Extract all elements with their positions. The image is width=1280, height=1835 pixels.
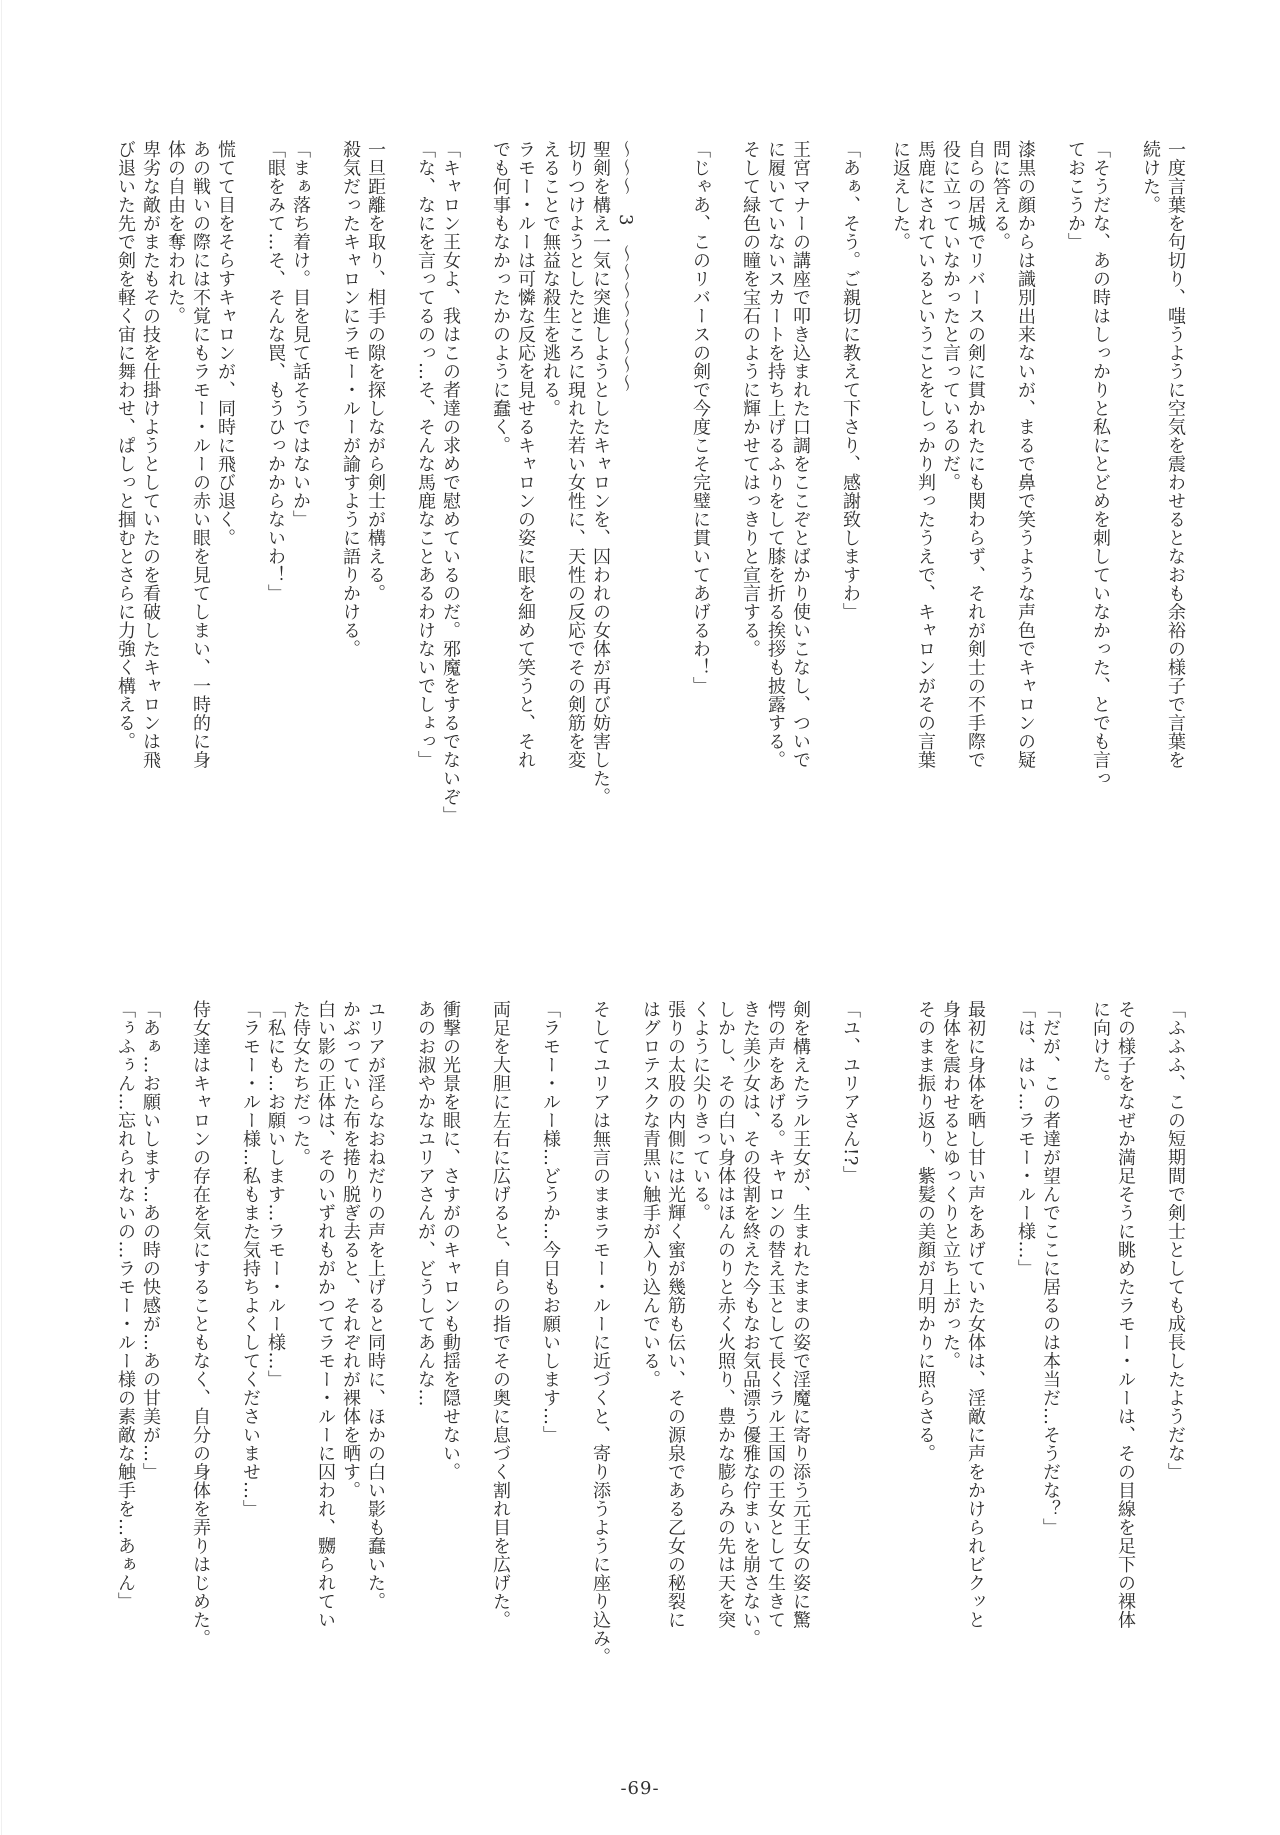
text-line: くように尖りきっている。 xyxy=(690,1000,711,1222)
text-line: えることで無益な殺生を逃れる。 xyxy=(540,140,561,418)
text-line: 一度言葉を句切り、嗤うように空気を震わせるとなおも余裕の様子で言葉を xyxy=(1165,140,1186,769)
text-line xyxy=(988,1000,1013,1690)
text-line: 漆黒の顔からは識別出来ないが、まるで鼻で笑うような声色でキャロンの疑 xyxy=(1015,140,1036,769)
text-line xyxy=(238,140,263,830)
text-line xyxy=(1038,140,1063,830)
page-number: -69- xyxy=(620,1778,660,1799)
text-line xyxy=(813,140,838,830)
text-line: 一旦距離を取り、相手の隙を探しながら剣士が構える。 xyxy=(365,140,386,603)
text-line: に返えした。 xyxy=(890,140,911,251)
text-line xyxy=(1113,140,1138,830)
text-line: 殺気だったキャロンにラモー・ルーが諭すように語りかける。 xyxy=(340,140,361,658)
text-line: び退いた先で剣を軽く宙に舞わせ、ぱしっと掴むとさらに力強く構える。 xyxy=(115,140,136,751)
text-line: かぶっていた布を捲り脱ぎ去ると、それぞれが裸体を晒す。 xyxy=(340,1000,361,1500)
text-line: ておこうか」 xyxy=(1065,140,1086,251)
text-line xyxy=(863,1000,888,1690)
text-line: はグロテスクな青黒い触手が入り込んでいる。 xyxy=(640,1000,661,1389)
text-line: あの戦いの際には不覚にもラモー・ルーの赤い眼を見てしまい、一時的に身 xyxy=(190,140,211,769)
text-line: そのまま振り返り、紫髪の美顔が月明かりに照らさる。 xyxy=(915,1000,936,1463)
text-line: 「私にも…お願いします…ラモー・ルー様…」 xyxy=(265,1000,286,1389)
text-line: 張りの太股の内側には光輝く蜜が幾筋も伝い、その源泉である乙女の秘裂に xyxy=(665,1000,686,1629)
text-line: 〜〜〜 3 〜〜〜〜〜〜〜〜 xyxy=(615,140,636,393)
text-line: 「な、なにを言ってるのっ…そ、そんな馬鹿なことあるわけないでしょっ」 xyxy=(415,140,436,769)
text-line xyxy=(388,140,413,830)
text-line xyxy=(638,140,663,830)
text-line: 「ラモー・ルー様…どうか…今日もお願いします…」 xyxy=(540,1000,561,1444)
text-line: 切りつけようとしたところに現れた若い女性に、天性の反応でその剣筋を変 xyxy=(565,140,586,769)
text-line: 卑劣な敵がまたもその技を仕掛けようとしていたのを看破したキャロンは飛 xyxy=(140,140,161,769)
text-line xyxy=(813,1000,838,1690)
text-line: 慌てて目をそらすキャロンが、同時に飛び退く。 xyxy=(215,140,236,547)
text-line: きた美少女は、その役割を終えた今もなお気品漂う優雅な佇まいを崩さない。 xyxy=(740,1000,761,1648)
text-line: でも何事もなかったかのように蠢く。 xyxy=(490,140,511,455)
text-line: に履いていないスカートを持ち上げるふりをして膝を折る挨拶も披露する。 xyxy=(765,140,786,769)
text-line xyxy=(463,1000,488,1690)
upper-text-block xyxy=(113,140,1188,830)
text-line: た侍女たちだった。 xyxy=(290,1000,311,1167)
text-line: 馬鹿にされているということをしっかり判ったうえで、キャロンがその言葉 xyxy=(915,140,936,769)
text-line: 身体を震わせるとゆっくりと立ち上がった。 xyxy=(940,1000,961,1370)
text-line: 「そうだな、あの時はしっかりと私にとどめを刺していなかった、とでも言っ xyxy=(1090,140,1111,788)
text-line: そして緑色の瞳を宝石のように輝かせてはっきりと宣言する。 xyxy=(740,140,761,658)
text-line: 白い影の正体は、そのいずれもがかつてラモー・ルーに囚われ、嬲られてい xyxy=(315,1000,336,1629)
text-line: 「あぁ、そう。ご親切に教えて下さり、感謝致しますわ」 xyxy=(840,140,861,621)
text-line xyxy=(513,1000,538,1690)
text-line: 体の自由を奪われた。 xyxy=(165,140,186,325)
text-line: その様子をなぜか満足そうに眺めたラモー・ルーは、その目線を足下の裸体 xyxy=(1115,1000,1136,1629)
text-line: 王宮マナーの講座で叩き込まれた口調をここぞとばかり使いこなし、ついで xyxy=(790,140,811,769)
text-line: 「キャロン王女よ、我はこの者達の求めで慰めているのだ。邪魔をするでないぞ」 xyxy=(440,140,461,825)
text-line: あのお淑やかなユリアさんが、どうしてあんな… xyxy=(415,1000,436,1407)
text-line: 最初に身体を晒し甘い声をあげていた女体は、淫敵に声をかけられビクッと xyxy=(965,1000,986,1629)
text-line: 愕の声をあげる。キャロンの替え玉として長くラル王国の王女として生きて xyxy=(765,1000,786,1629)
text-line xyxy=(163,1000,188,1690)
text-line: しかし、その白い身体はほんのりと赤く火照り、豊かな膨らみの先は天を突 xyxy=(715,1000,736,1629)
text-line: 剣を構えたラル王女が、生まれたままの姿で淫魔に寄り添う元王女の姿に驚 xyxy=(790,1000,811,1629)
text-line xyxy=(663,140,688,830)
lower-text-block xyxy=(113,1000,1188,1690)
page-edge xyxy=(1,0,2,1835)
text-line: 「眼をみて…そ、そんな罠、もうひっかからないわ！」 xyxy=(265,140,286,603)
text-line: 聖剣を構え一気に突進しようとしたキャロンを、囚われの女体が再び妨害した。 xyxy=(590,140,611,806)
text-line: 「ぅふぅん…忘れられないの…ラモー・ルー様の素敵な触手を…あぁん」 xyxy=(115,1000,136,1611)
text-line: 「まぁ落ち着け。目を見て話そうではないか」 xyxy=(290,140,311,529)
text-line: 自らの居城でリバースの剣に貫かれたにも関わらず、それが剣士の不手際で xyxy=(965,140,986,769)
text-line: そしてユリアは無言のままラモー・ルーに近づくと、寄り添うように座り込み。 xyxy=(590,1000,611,1666)
text-line: 「だが、この者達が望んでここに居るのは本当だ…そうだな？」 xyxy=(1040,1000,1061,1537)
text-line xyxy=(313,140,338,830)
text-line xyxy=(713,140,738,830)
text-line xyxy=(563,1000,588,1690)
text-line: 侍女達はキャロンの存在を気にすることもなく、自分の身体を弄りはじめた。 xyxy=(190,1000,211,1648)
text-line xyxy=(388,1000,413,1690)
text-line xyxy=(463,140,488,830)
text-line xyxy=(213,1000,238,1690)
text-line: 「は、はい…ラモー・ルー様…」 xyxy=(1015,1000,1036,1278)
text-line xyxy=(613,1000,638,1690)
text-line: 「ふふふ、この短期間で剣士としても成長したようだな」 xyxy=(1165,1000,1186,1481)
text-line: 「ラモー・ルー様…私もまた気持ちよくしてくださいませ…」 xyxy=(240,1000,261,1518)
text-line xyxy=(888,1000,913,1690)
text-line xyxy=(863,140,888,830)
text-line: 衝撃の光景を眼に、さすがのキャロンも動揺を隠せない。 xyxy=(440,1000,461,1481)
text-line: 「じゃあ、このリバースの剣で今度こそ完璧に貫いてあげるわ！」 xyxy=(690,140,711,695)
text-line: ラモー・ルーは可憐な反応を見せるキャロンの姿に眼を細めて笑うと、それ xyxy=(515,140,536,769)
text-line: 問に答える。 xyxy=(990,140,1011,251)
text-line: 続けた。 xyxy=(1140,140,1161,214)
text-line: 両足を大胆に左右に広げると、自らの指でその奥に息づく割れ目を広げた。 xyxy=(490,1000,511,1629)
text-line: に向けた。 xyxy=(1090,1000,1111,1093)
text-line: 役に立っていなかったと言っているのだ。 xyxy=(940,140,961,492)
text-line xyxy=(1138,1000,1163,1690)
text-line: ユリアが淫らなおねだりの声を上げると同時に、ほかの白い影も蠢いた。 xyxy=(365,1000,386,1611)
text-line: 「あぁ…お願いします…あの時の快感が…あの甘美が…」 xyxy=(140,1000,161,1481)
text-line xyxy=(1063,1000,1088,1690)
text-line: 「ユ、ユリアさん!?」 xyxy=(840,1000,861,1185)
